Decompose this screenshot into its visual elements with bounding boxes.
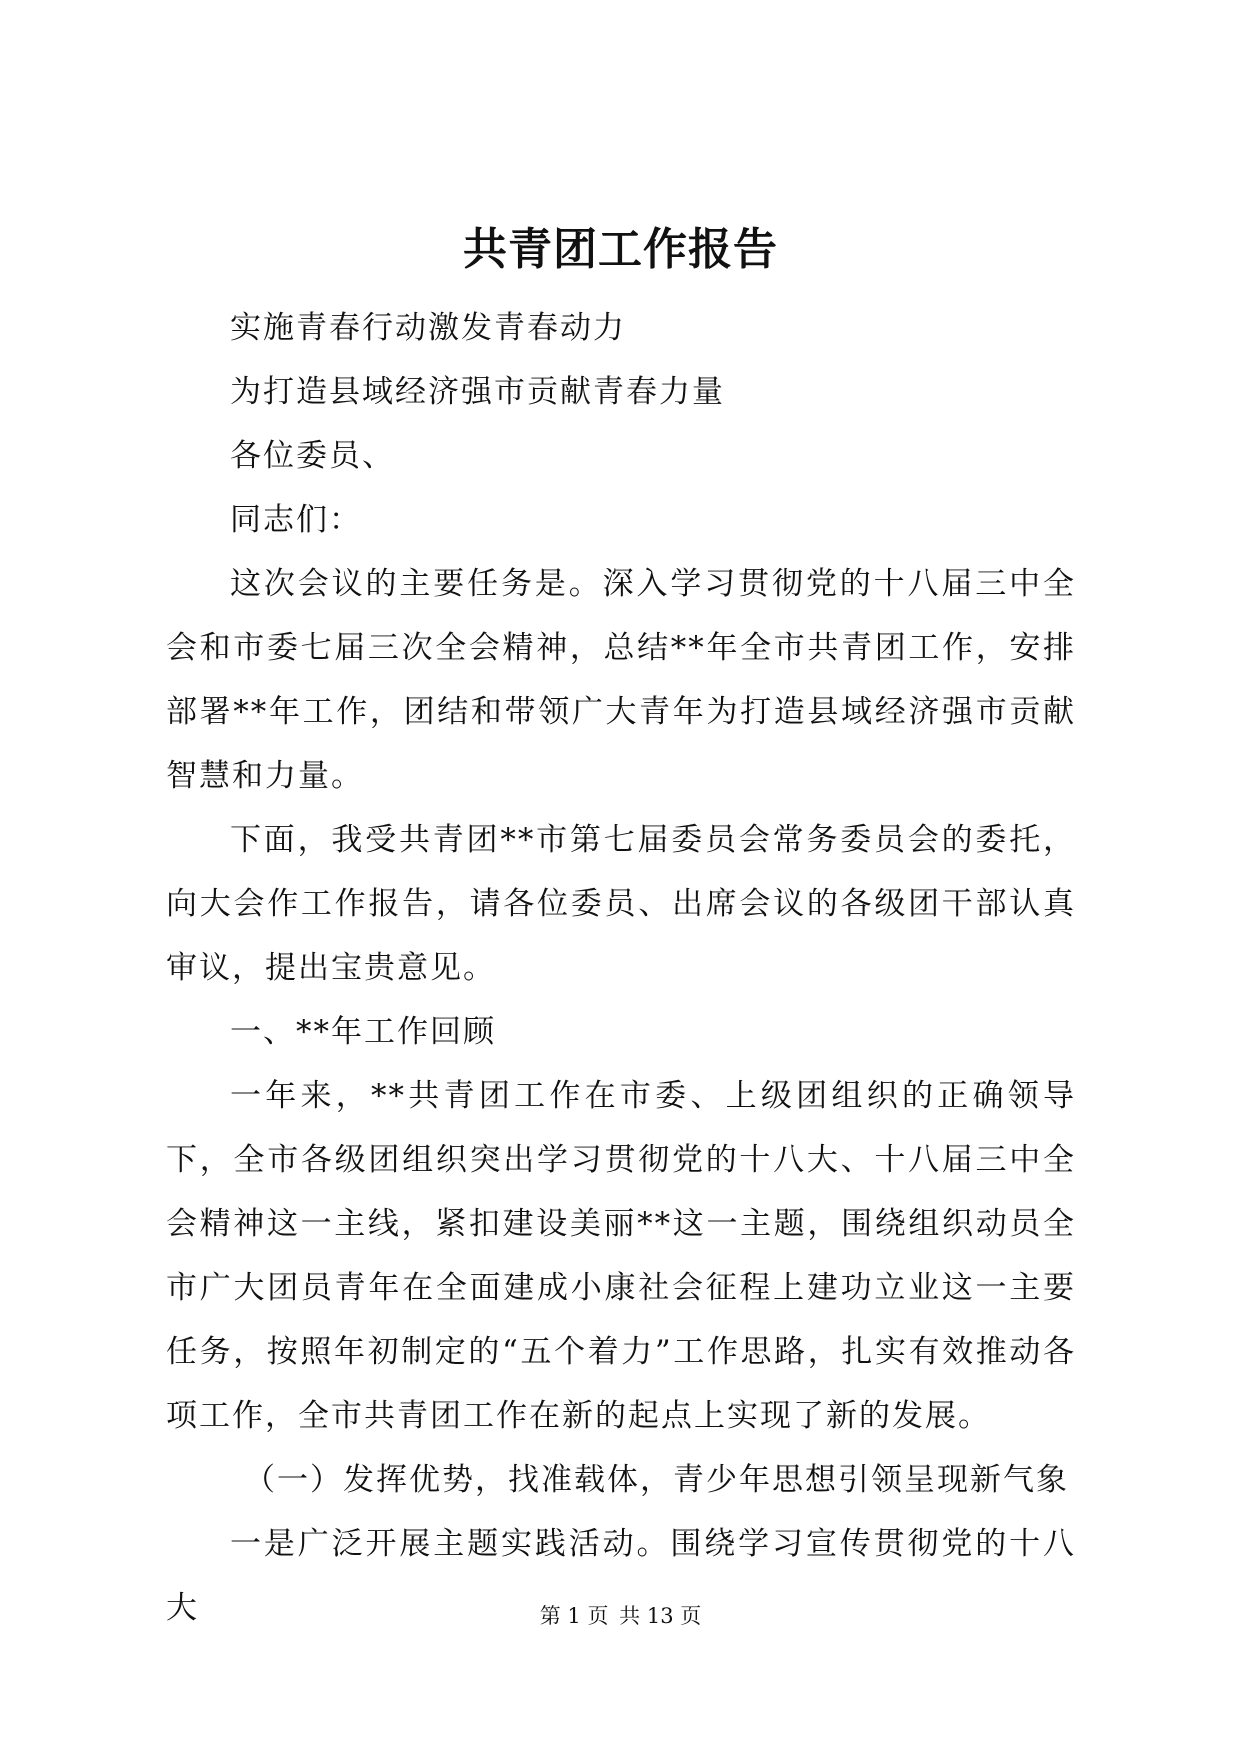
page-number: 第 1 页	[539, 1604, 609, 1628]
document-title: 共青团工作报告	[463, 224, 778, 275]
paragraph: 实施青春行动激发青春动力	[230, 310, 626, 346]
subsection-heading: （一）发挥优势，找准载体，青少年思想引领呈现新气象	[244, 1462, 1069, 1498]
paragraph: 下面，我受共青团**市第七届委员会常务委员会的委托，向大会作工作报告，请各位委员、出席会议的各级团干部认真审议，提出宝贵意见。	[166, 822, 1076, 986]
page-footer	[0, 1602, 1241, 1630]
paragraph: 各位委员、	[230, 438, 395, 474]
paragraph: 一年来，**共青团工作在市委、上级团组织的正确领导下，全市各级团组织突出学习贯彻党的十八大、十八届三中全会精神这一主线，紧扣建设美丽**这一主题，围绕组织动员全市广大团员青年在全面建成小康社会征程上建功立业这一主要任务，按照年初制定的“五个着力”工作思路，扎实有效推动各项工作，全市共青团工作在新的起点上实现了新的发展。	[166, 1078, 1076, 1434]
document-body	[166, 296, 1076, 1640]
paragraph: 为打造县域经济强市贡献青春力量	[230, 374, 725, 410]
paragraph: 同志们：	[230, 502, 362, 538]
paragraph: 这次会议的主要任务是。深入学习贯彻党的十八届三中全会和市委七届三次全会精神，总结**年全市共青团工作，安排部署**年工作，团结和带领广大青年为打造县域经济强市贡献智慧和力量。	[166, 566, 1076, 794]
section-heading: 一、**年工作回顾	[230, 1014, 496, 1050]
paragraph: 一是广泛开展主题实践活动。围绕学习宣传贯彻党的十八大	[166, 1526, 1076, 1626]
page-total: 共 13 页	[619, 1604, 702, 1628]
